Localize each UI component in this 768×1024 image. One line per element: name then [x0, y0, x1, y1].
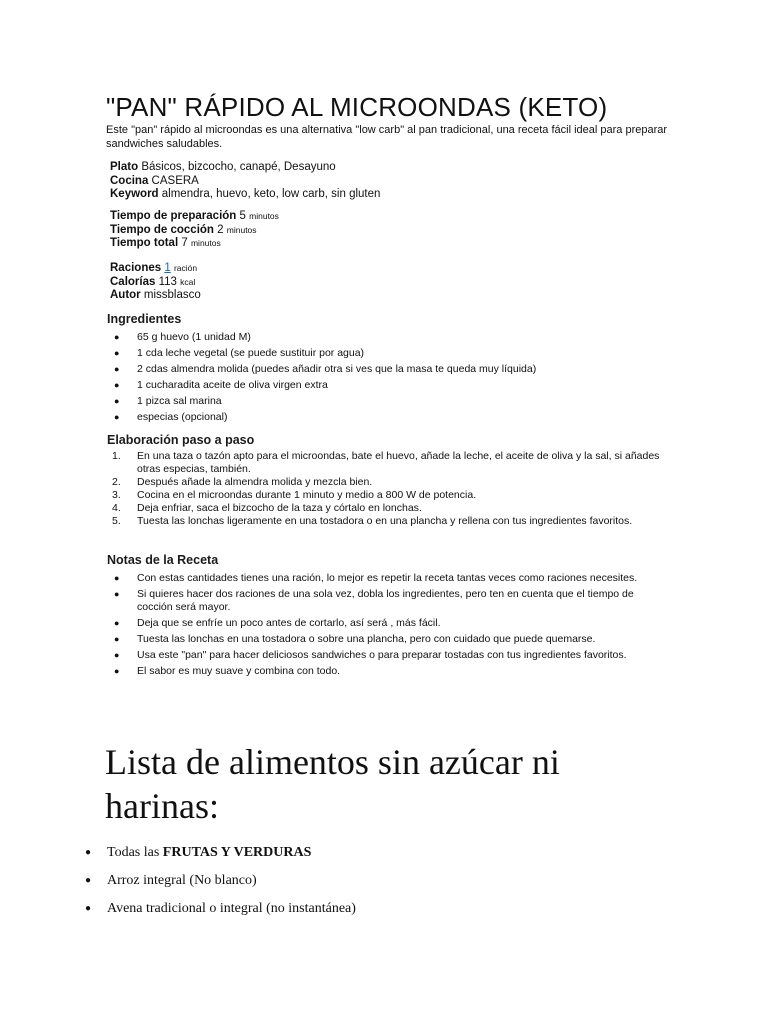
list-item — [107, 395, 667, 408]
food-list-heading: Lista de alimentos sin azúcar ni harinas: — [105, 742, 560, 826]
list-item — [107, 665, 667, 678]
bullet-icon: ● — [114, 650, 120, 660]
bullet-icon: ● — [114, 618, 120, 628]
recipe-meta-classification — [110, 161, 380, 202]
note-text: Con estas cantidades tienes una ración, lo mejor es repetir la receta tantas veces como raciones necesites. — [137, 572, 638, 584]
list-item — [107, 476, 667, 489]
meta-coccion-label: Tiempo de cocción — [110, 223, 214, 236]
meta-total-label: Tiempo total — [110, 237, 179, 249]
notes-heading: Notas de la Receta — [107, 553, 219, 567]
meta-calorias-value: 113 — [158, 275, 177, 288]
meta-autor — [110, 289, 201, 303]
meta-plato-value: Básicos, bizcocho, canapé, Desayuno — [141, 161, 336, 173]
list-item — [85, 902, 356, 930]
note-text: Si quieres hacer dos raciones de una sola vez, dobla los ingredientes, pero ten en cuenta que el tiempo de cocción será mayor. — [137, 588, 634, 613]
ingredient-text: 1 cucharadita aceite de oliva virgen extra — [137, 379, 328, 391]
meta-keyword — [110, 188, 380, 202]
recipe-meta-times — [110, 210, 279, 251]
step-text: En una taza o tazón apto para el microondas, bate el huevo, añade la leche, el aceite de oliva y la sal, si añades otras especias, también. — [137, 450, 660, 475]
meta-calorias-unit: kcal — [180, 276, 196, 287]
food-item-bold: FRUTAS Y VERDURAS — [162, 845, 312, 860]
page-title: "PAN" RÁPIDO AL MICROONDAS (KETO) — [106, 92, 608, 122]
list-item — [107, 572, 667, 585]
ingredient-text: 1 pizca sal marina — [137, 395, 222, 407]
bullet-icon: ● — [114, 380, 120, 390]
servings-link[interactable]: 1 — [164, 262, 171, 274]
meta-plato-label: Plato — [110, 161, 139, 173]
list-item — [107, 489, 667, 502]
food-item-text: Avena tradicional o integral (no instantánea) — [107, 901, 356, 916]
meta-total-unit: minutos — [190, 238, 221, 248]
step-number: 1. — [112, 450, 121, 462]
ingredients-heading: Ingredientes — [107, 312, 182, 326]
list-item — [107, 617, 667, 630]
meta-raciones-label: Raciones — [110, 262, 162, 274]
list-item — [107, 515, 667, 528]
list-item — [107, 633, 667, 646]
bullet-icon: ● — [114, 573, 120, 583]
steps-list — [107, 450, 667, 528]
recipe-meta-servings — [110, 262, 201, 303]
meta-calorias — [110, 276, 201, 290]
step-number: 4. — [112, 502, 121, 514]
note-text: Deja que se enfríe un poco antes de cortarlo, así será , más fácil. — [137, 617, 441, 629]
food-list — [85, 846, 356, 930]
meta-prep-time — [110, 210, 279, 224]
list-item — [107, 347, 667, 360]
ingredient-text: 1 cda leche vegetal (se puede sustituir por agua) — [137, 347, 365, 359]
meta-cocina-value: CASERA — [151, 174, 199, 187]
bullet-icon: ● — [85, 847, 92, 858]
meta-autor-value: missblasco — [143, 289, 201, 301]
note-text: Usa este "pan" para hacer deliciosos sandwiches o para preparar tostadas con tus ingredientes favoritos. — [137, 649, 627, 661]
meta-prep-value: 5 — [239, 210, 246, 222]
step-number: 5. — [112, 515, 121, 527]
bullet-icon: ● — [114, 412, 120, 422]
step-number: 2. — [112, 476, 121, 488]
step-text: Tuesta las lonchas ligeramente en una tostadora o en una plancha y rellena con tus ingredientes favoritos. — [137, 515, 633, 527]
meta-autor-label: Autor — [110, 289, 141, 301]
bullet-icon: ● — [114, 348, 120, 358]
meta-raciones — [110, 262, 201, 276]
list-item — [107, 588, 667, 614]
list-item — [85, 874, 356, 902]
meta-cocina-label: Cocina — [110, 174, 149, 187]
meta-coccion-unit: minutos — [226, 224, 257, 235]
list-item — [85, 846, 356, 874]
food-item-text: Arroz integral (No blanco) — [107, 873, 257, 888]
notes-list — [107, 572, 667, 678]
list-item — [107, 363, 667, 376]
meta-coccion-value: 2 — [217, 223, 224, 236]
ingredient-text: especias (opcional) — [137, 411, 228, 423]
step-number: 3. — [112, 489, 121, 501]
list-item — [107, 502, 667, 515]
meta-prep-label: Tiempo de preparación — [110, 210, 237, 222]
steps-heading: Elaboración paso a paso — [107, 433, 255, 447]
recipe-intro: Este "pan" rápido al microondas es una alternativa "low carb" al pan tradicional, una receta fácil ideal para preparar sandwiches saludables. — [106, 124, 668, 150]
meta-calorias-label: Calorías — [110, 275, 156, 288]
meta-raciones-unit: ración — [173, 263, 198, 273]
meta-keyword-label: Keyword — [110, 188, 159, 200]
meta-keyword-value: almendra, huevo, keto, low carb, sin gluten — [161, 188, 381, 200]
meta-total-value: 7 — [181, 237, 188, 249]
bullet-icon: ● — [114, 666, 120, 676]
meta-total-time — [110, 237, 279, 251]
step-text: Cocina en el microondas durante 1 minuto y medio a 800 W de potencia. — [137, 489, 477, 501]
list-item — [107, 649, 667, 662]
note-text: El sabor es muy suave y combina con todo. — [137, 665, 341, 677]
bullet-icon: ● — [114, 332, 120, 342]
bullet-icon: ● — [114, 589, 120, 599]
note-text: Tuesta las lonchas en una tostadora o sobre una plancha, pero con cuidado que puede quemarse. — [137, 633, 596, 645]
list-item — [107, 331, 667, 344]
step-text: Después añade la almendra molida y mezcla bien. — [137, 476, 373, 488]
bullet-icon: ● — [114, 396, 120, 406]
bullet-icon: ● — [114, 364, 120, 374]
meta-cook-time — [110, 224, 279, 238]
food-item-prefix: Todas las — [107, 845, 160, 860]
ingredient-text: 65 g huevo (1 unidad M) — [137, 331, 251, 343]
list-item — [107, 379, 667, 392]
meta-plato — [110, 161, 380, 175]
list-item — [107, 411, 667, 424]
bullet-icon: ● — [114, 634, 120, 644]
meta-prep-unit: minutos — [249, 211, 279, 221]
meta-cocina — [110, 175, 380, 189]
bullet-icon: ● — [85, 903, 92, 914]
step-text: Deja enfriar, saca el bizcocho de la taza y córtalo en lonchas. — [137, 502, 422, 514]
list-item — [107, 450, 667, 476]
ingredient-text: 2 cdas almendra molida (puedes añadir otra si ves que la masa te queda muy líquida) — [137, 363, 537, 375]
ingredients-list — [107, 331, 667, 424]
bullet-icon: ● — [85, 875, 92, 886]
